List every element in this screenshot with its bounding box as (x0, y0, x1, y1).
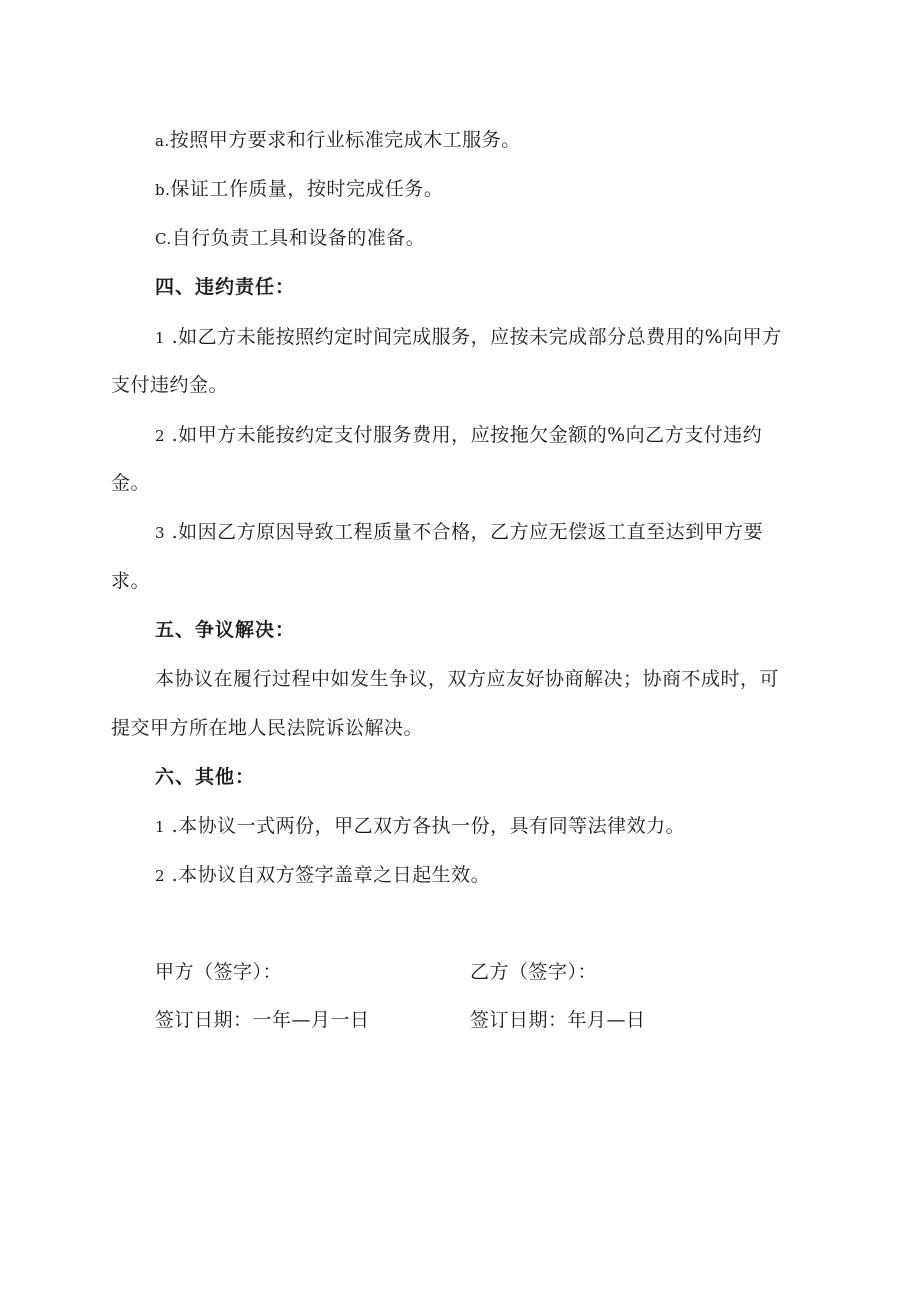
party-a-signature-label: 甲方（签字）： (155, 961, 283, 983)
liability-text: .如因乙方原因导致工程质量不合格，乙方应无偿返工直至达到甲方要 (165, 521, 764, 543)
obligation-marker: b. (155, 181, 171, 199)
liability-marker: 2 (155, 427, 166, 445)
liability-marker: 1 (155, 329, 166, 347)
other-marker: 2 (155, 867, 166, 885)
obligation-marker: a. (155, 132, 170, 150)
section-heading-dispute: 五、争议解决： (155, 619, 296, 641)
dispute-text-line1: 本协议在履行过程中如发生争议，双方应友好协商解决；协商不成时，可 (155, 668, 780, 690)
obligation-item-b (155, 177, 443, 202)
liability-item-2-line2: 金。 (111, 472, 151, 494)
liability-item-2-line1 (155, 423, 762, 448)
obligation-marker: C. (155, 230, 172, 248)
liability-item-3-line1 (155, 520, 763, 545)
other-text: .本协议一式两份，甲乙双方各执一份，具有同等法律效力。 (165, 815, 686, 837)
other-item-1 (155, 814, 685, 839)
party-b-signature-label: 乙方（签字）： (470, 961, 598, 983)
liability-item-1-line2: 支付违约金。 (111, 374, 229, 396)
obligation-text: 按照甲方要求和行业标准完成木工服务。 (169, 129, 521, 151)
liability-item-3-line2: 求。 (111, 570, 151, 592)
obligation-text: 自行负责工具和设备的准备。 (171, 227, 426, 249)
other-text: .本协议自双方签字盖章之日起生效。 (165, 864, 491, 886)
obligation-item-a (155, 128, 521, 153)
liability-text: .如甲方未能按约定支付服务费用，应按拖欠金额的%向乙方支付违约 (165, 424, 763, 446)
liability-item-1-line1 (155, 325, 782, 350)
party-b-signing-date: 签订日期：年月—日 (470, 1009, 646, 1031)
liability-text: .如乙方未能按照约定时间完成服务，应按未完成部分总费用的%向甲方 (165, 326, 782, 348)
liability-marker: 3 (155, 524, 166, 542)
other-item-2 (155, 863, 490, 888)
obligation-text: 保证工作质量，按时完成任务。 (170, 178, 444, 200)
section-heading-liability: 四、违约责任： (155, 276, 296, 298)
other-marker: 1 (155, 818, 166, 836)
party-a-signing-date: 签订日期：一年—月一日 (155, 1009, 370, 1031)
section-heading-other: 六、其他： (155, 766, 256, 788)
dispute-text-line2: 提交甲方所在地人民法院诉讼解决。 (111, 717, 424, 739)
obligation-item-c (155, 226, 425, 251)
